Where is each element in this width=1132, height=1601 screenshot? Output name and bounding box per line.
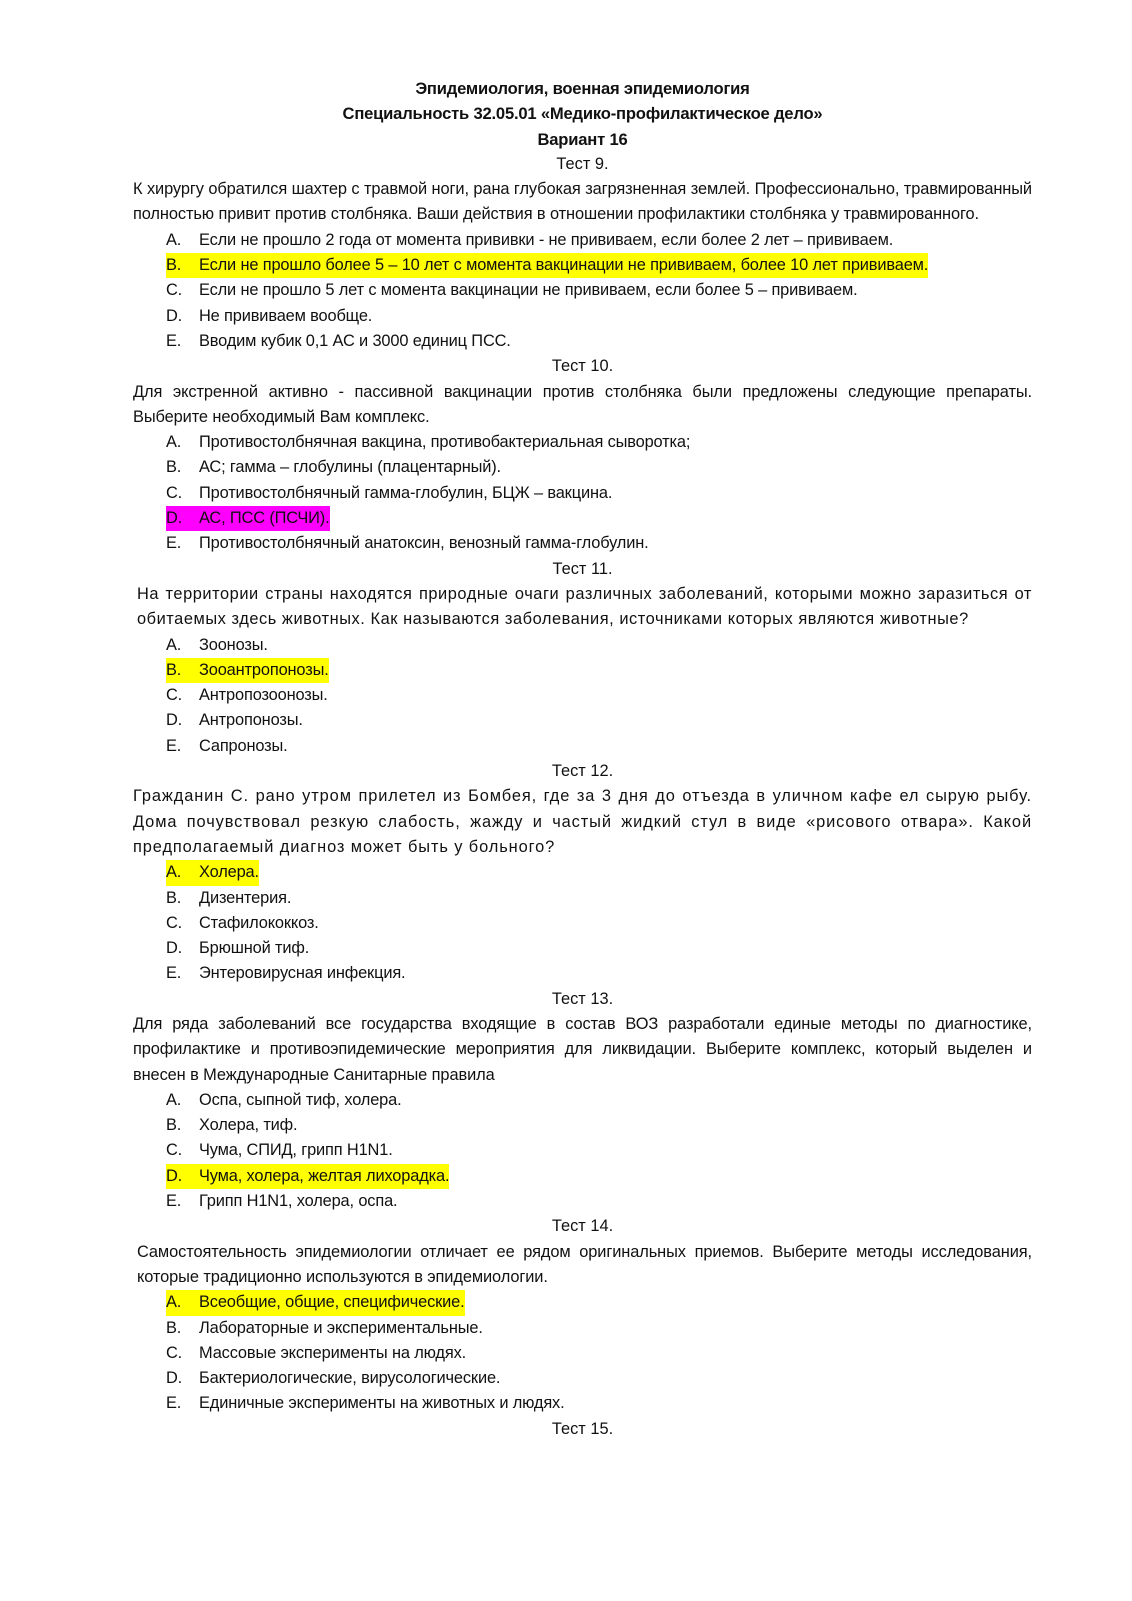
answer-content xyxy=(166,886,291,911)
option-text: Чума, СПИД, грипп H1N1. xyxy=(199,1141,393,1160)
answer-option xyxy=(133,531,1032,556)
question-text: К хирургу обратился шахтер с травмой ноги, рана глубокая загрязненная землей. Профессионально, травмированный полностью привит против столбняка. Ваши действия в отношении профилактики столбняка у травмированного. xyxy=(133,180,1032,224)
answer-options xyxy=(133,228,1032,354)
test-block xyxy=(133,759,1032,987)
highlighted-answer xyxy=(166,658,329,683)
test-block xyxy=(133,557,1032,759)
option-text: Зоонозы. xyxy=(199,635,268,654)
option-letter: D. xyxy=(166,509,183,528)
answer-content xyxy=(166,329,511,354)
test-title: Тест 11. xyxy=(552,559,613,578)
option-text: Если не прошло более 5 – 10 лет с момента вакцинации не прививаем, более 10 лет прививаем. xyxy=(199,256,929,275)
answer-content xyxy=(166,1391,565,1416)
highlighted-answer xyxy=(166,1290,465,1315)
answer-content xyxy=(166,1341,466,1366)
answer-content xyxy=(166,734,288,759)
answer-option xyxy=(133,1341,1032,1366)
option-letter: D. xyxy=(166,1166,183,1185)
test-block xyxy=(133,1214,1032,1416)
option-letter: B. xyxy=(166,458,182,477)
answer-option xyxy=(133,455,1032,480)
answer-content xyxy=(166,430,690,455)
option-letter: D. xyxy=(166,711,183,730)
answer-option xyxy=(133,329,1032,354)
answer-option xyxy=(133,658,1032,683)
answer-content xyxy=(166,633,268,658)
option-letter: A. xyxy=(166,230,182,249)
option-text: Энтеровирусная инфекция. xyxy=(199,964,406,983)
answer-option xyxy=(133,1366,1032,1391)
answer-content xyxy=(166,228,893,253)
option-letter: A. xyxy=(166,1090,182,1109)
highlighted-answer xyxy=(166,860,259,885)
test-block xyxy=(133,152,1032,354)
option-text: Единичные эксперименты на животных и людях. xyxy=(199,1394,565,1413)
option-letter: E. xyxy=(166,736,182,755)
test-title: Тест 13. xyxy=(551,989,614,1008)
question-text: Для ряда заболеваний все государства входящие в состав ВОЗ разработали единые методы по диагностике, профилактике и противоэпидемические мероприятия для ликвидации. Выберите комплекс, который выделен и внесен в Международные Санитарные правила xyxy=(133,1014,1032,1084)
option-letter: B. xyxy=(166,1116,182,1135)
option-letter: B. xyxy=(166,256,182,275)
option-text: Сапронозы. xyxy=(199,736,288,755)
test-block xyxy=(133,354,1032,556)
answer-content xyxy=(166,911,319,936)
option-letter: B. xyxy=(166,1318,182,1337)
option-letter: A. xyxy=(166,1293,182,1312)
option-text: Дизентерия. xyxy=(199,888,292,907)
answer-option xyxy=(133,683,1032,708)
answer-content xyxy=(166,683,328,708)
answer-content xyxy=(166,708,303,733)
option-letter: B. xyxy=(166,660,182,679)
answer-content xyxy=(166,481,612,506)
option-letter: D. xyxy=(166,939,183,958)
answer-content xyxy=(166,1189,397,1214)
answer-option xyxy=(133,1290,1032,1315)
question-text: Гражданин С. рано утром прилетел из Бомбея, где за 3 дня до отъезда в уличном кафе ел сырую рыбу. Дома почувствовал резкую слабость, жажду и частый жидкий стул в виде «рисового отвара». Какой предполагаемый диагноз может быть у больного? xyxy=(133,787,1032,856)
option-text: Массовые эксперименты на людях. xyxy=(199,1343,467,1362)
answer-content xyxy=(166,1113,297,1138)
option-text: АС, ПСС (ПСЧИ). xyxy=(199,509,330,528)
answer-option xyxy=(133,1138,1032,1163)
option-letter: E. xyxy=(166,1394,182,1413)
answer-option xyxy=(133,708,1032,733)
option-letter: B. xyxy=(166,888,182,907)
answer-option xyxy=(133,228,1032,253)
answer-option xyxy=(133,481,1032,506)
answer-option xyxy=(133,886,1032,911)
answer-option xyxy=(133,633,1032,658)
option-letter: E. xyxy=(166,331,182,350)
answer-options xyxy=(133,1290,1032,1416)
option-letter: D. xyxy=(166,306,183,325)
answer-option xyxy=(133,1113,1032,1138)
answer-option xyxy=(133,253,1032,278)
answer-content xyxy=(166,531,649,556)
option-letter: C. xyxy=(166,1343,183,1362)
variant-title: Вариант 16 xyxy=(537,129,628,149)
course-title: Эпидемиология, военная эпидемиология xyxy=(415,79,750,98)
option-letter: A. xyxy=(166,433,182,452)
answer-option xyxy=(133,1391,1032,1416)
answer-option xyxy=(133,1316,1032,1341)
option-text: Всеобщие, общие, специфические. xyxy=(199,1293,465,1312)
option-text: Чума, холера, желтая лихорадка. xyxy=(199,1166,450,1185)
answer-content xyxy=(166,961,405,986)
option-text: Антропозоонозы. xyxy=(199,686,328,705)
option-text: Если не прошло 2 года от момента прививки - не прививаем, если более 2 лет – прививаем. xyxy=(199,230,894,249)
highlighted-answer xyxy=(166,1164,449,1189)
answer-option xyxy=(133,936,1032,961)
option-letter: A. xyxy=(166,863,182,882)
answer-content xyxy=(166,455,501,480)
answer-option xyxy=(133,860,1032,885)
answer-option xyxy=(133,911,1032,936)
test-title: Тест 14. xyxy=(551,1217,614,1236)
option-text: Если не прошло 5 лет с момента вакцинации не прививаем, если более 5 – прививаем. xyxy=(199,281,858,300)
option-text: Брюшной тиф. xyxy=(199,939,310,958)
test-title: Тест 10. xyxy=(551,357,614,376)
option-letter: C. xyxy=(166,913,183,932)
answer-option xyxy=(133,278,1032,303)
option-text: Холера, тиф. xyxy=(199,1116,298,1135)
answer-option xyxy=(133,1164,1032,1189)
option-text: Противостолбнячный анатоксин, венозный гамма-глобулин. xyxy=(199,534,649,553)
test-title: Тест 9. xyxy=(556,154,609,173)
answer-options xyxy=(133,430,1032,556)
question-text: Для экстренной активно - пассивной вакцинации против столбняка были предложены следующие препараты. Выберите необходимый Вам комплекс. xyxy=(133,382,1032,426)
option-text: Противостолбнячный гамма-глобулин, БЦЖ – вакцина. xyxy=(199,483,613,502)
option-letter: E. xyxy=(166,534,182,553)
answer-content xyxy=(166,1138,393,1163)
answer-option xyxy=(133,1088,1032,1113)
option-letter: C. xyxy=(166,281,183,300)
test-block xyxy=(133,987,1032,1215)
tests-list xyxy=(133,152,1032,1417)
highlighted-answer xyxy=(166,506,330,531)
test-title: Тест 12. xyxy=(551,762,614,781)
option-text: Не прививаем вообще. xyxy=(199,306,373,325)
answer-option xyxy=(133,1189,1032,1214)
option-text: Холера. xyxy=(199,863,259,882)
answer-option xyxy=(133,734,1032,759)
option-letter: C. xyxy=(166,1141,183,1160)
option-text: Стафилококкоз. xyxy=(199,913,319,932)
specialty-title: Специальность 32.05.01 «Медико-профилактическое дело» xyxy=(342,104,823,124)
option-text: Лабораторные и экспериментальные. xyxy=(199,1318,483,1337)
option-text: Зооантропонозы. xyxy=(199,660,329,679)
question-text: Самостоятельность эпидемиологии отличает ее рядом оригинальных приемов. Выберите методы исследования, которые традиционно используются в эпидемиологии. xyxy=(137,1242,1032,1286)
option-text: Грипп H1N1, холера, оспа. xyxy=(199,1192,398,1211)
option-text: Противостолбнячная вакцина, противобактериальная сыворотка; xyxy=(199,433,691,452)
option-letter: D. xyxy=(166,1369,183,1388)
answer-content xyxy=(166,1316,483,1341)
option-letter: A. xyxy=(166,635,182,654)
answer-option xyxy=(133,304,1032,329)
option-letter: C. xyxy=(166,686,183,705)
answer-content xyxy=(166,1366,500,1391)
highlighted-answer xyxy=(166,253,928,278)
answer-content xyxy=(166,1088,402,1113)
option-text: Вводим кубик 0,1 АС и 3000 единиц ПСС. xyxy=(199,331,511,350)
option-text: Бактериологические, вирусологические. xyxy=(199,1369,501,1388)
option-letter: C. xyxy=(166,483,183,502)
question-text: На территории страны находятся природные очаги различных заболеваний, которыми можно заразиться от обитаемых здесь животных. Как называются заболевания, источниками которых являются животные? xyxy=(137,584,1032,629)
answer-options xyxy=(133,1088,1032,1214)
answer-option xyxy=(133,430,1032,455)
answer-option xyxy=(133,961,1032,986)
answer-content xyxy=(166,278,858,303)
answer-content xyxy=(166,936,309,961)
answer-options xyxy=(133,860,1032,986)
answer-content xyxy=(166,304,372,329)
answer-options xyxy=(133,633,1032,759)
answer-option xyxy=(133,506,1032,531)
option-text: АС; гамма – глобулины (плацентарный). xyxy=(199,458,501,477)
test-title-15: Тест 15. xyxy=(551,1419,614,1438)
option-text: Оспа, сыпной тиф, холера. xyxy=(199,1090,402,1109)
option-letter: E. xyxy=(166,964,182,983)
option-text: Антропонозы. xyxy=(199,711,303,730)
option-letter: E. xyxy=(166,1192,182,1211)
